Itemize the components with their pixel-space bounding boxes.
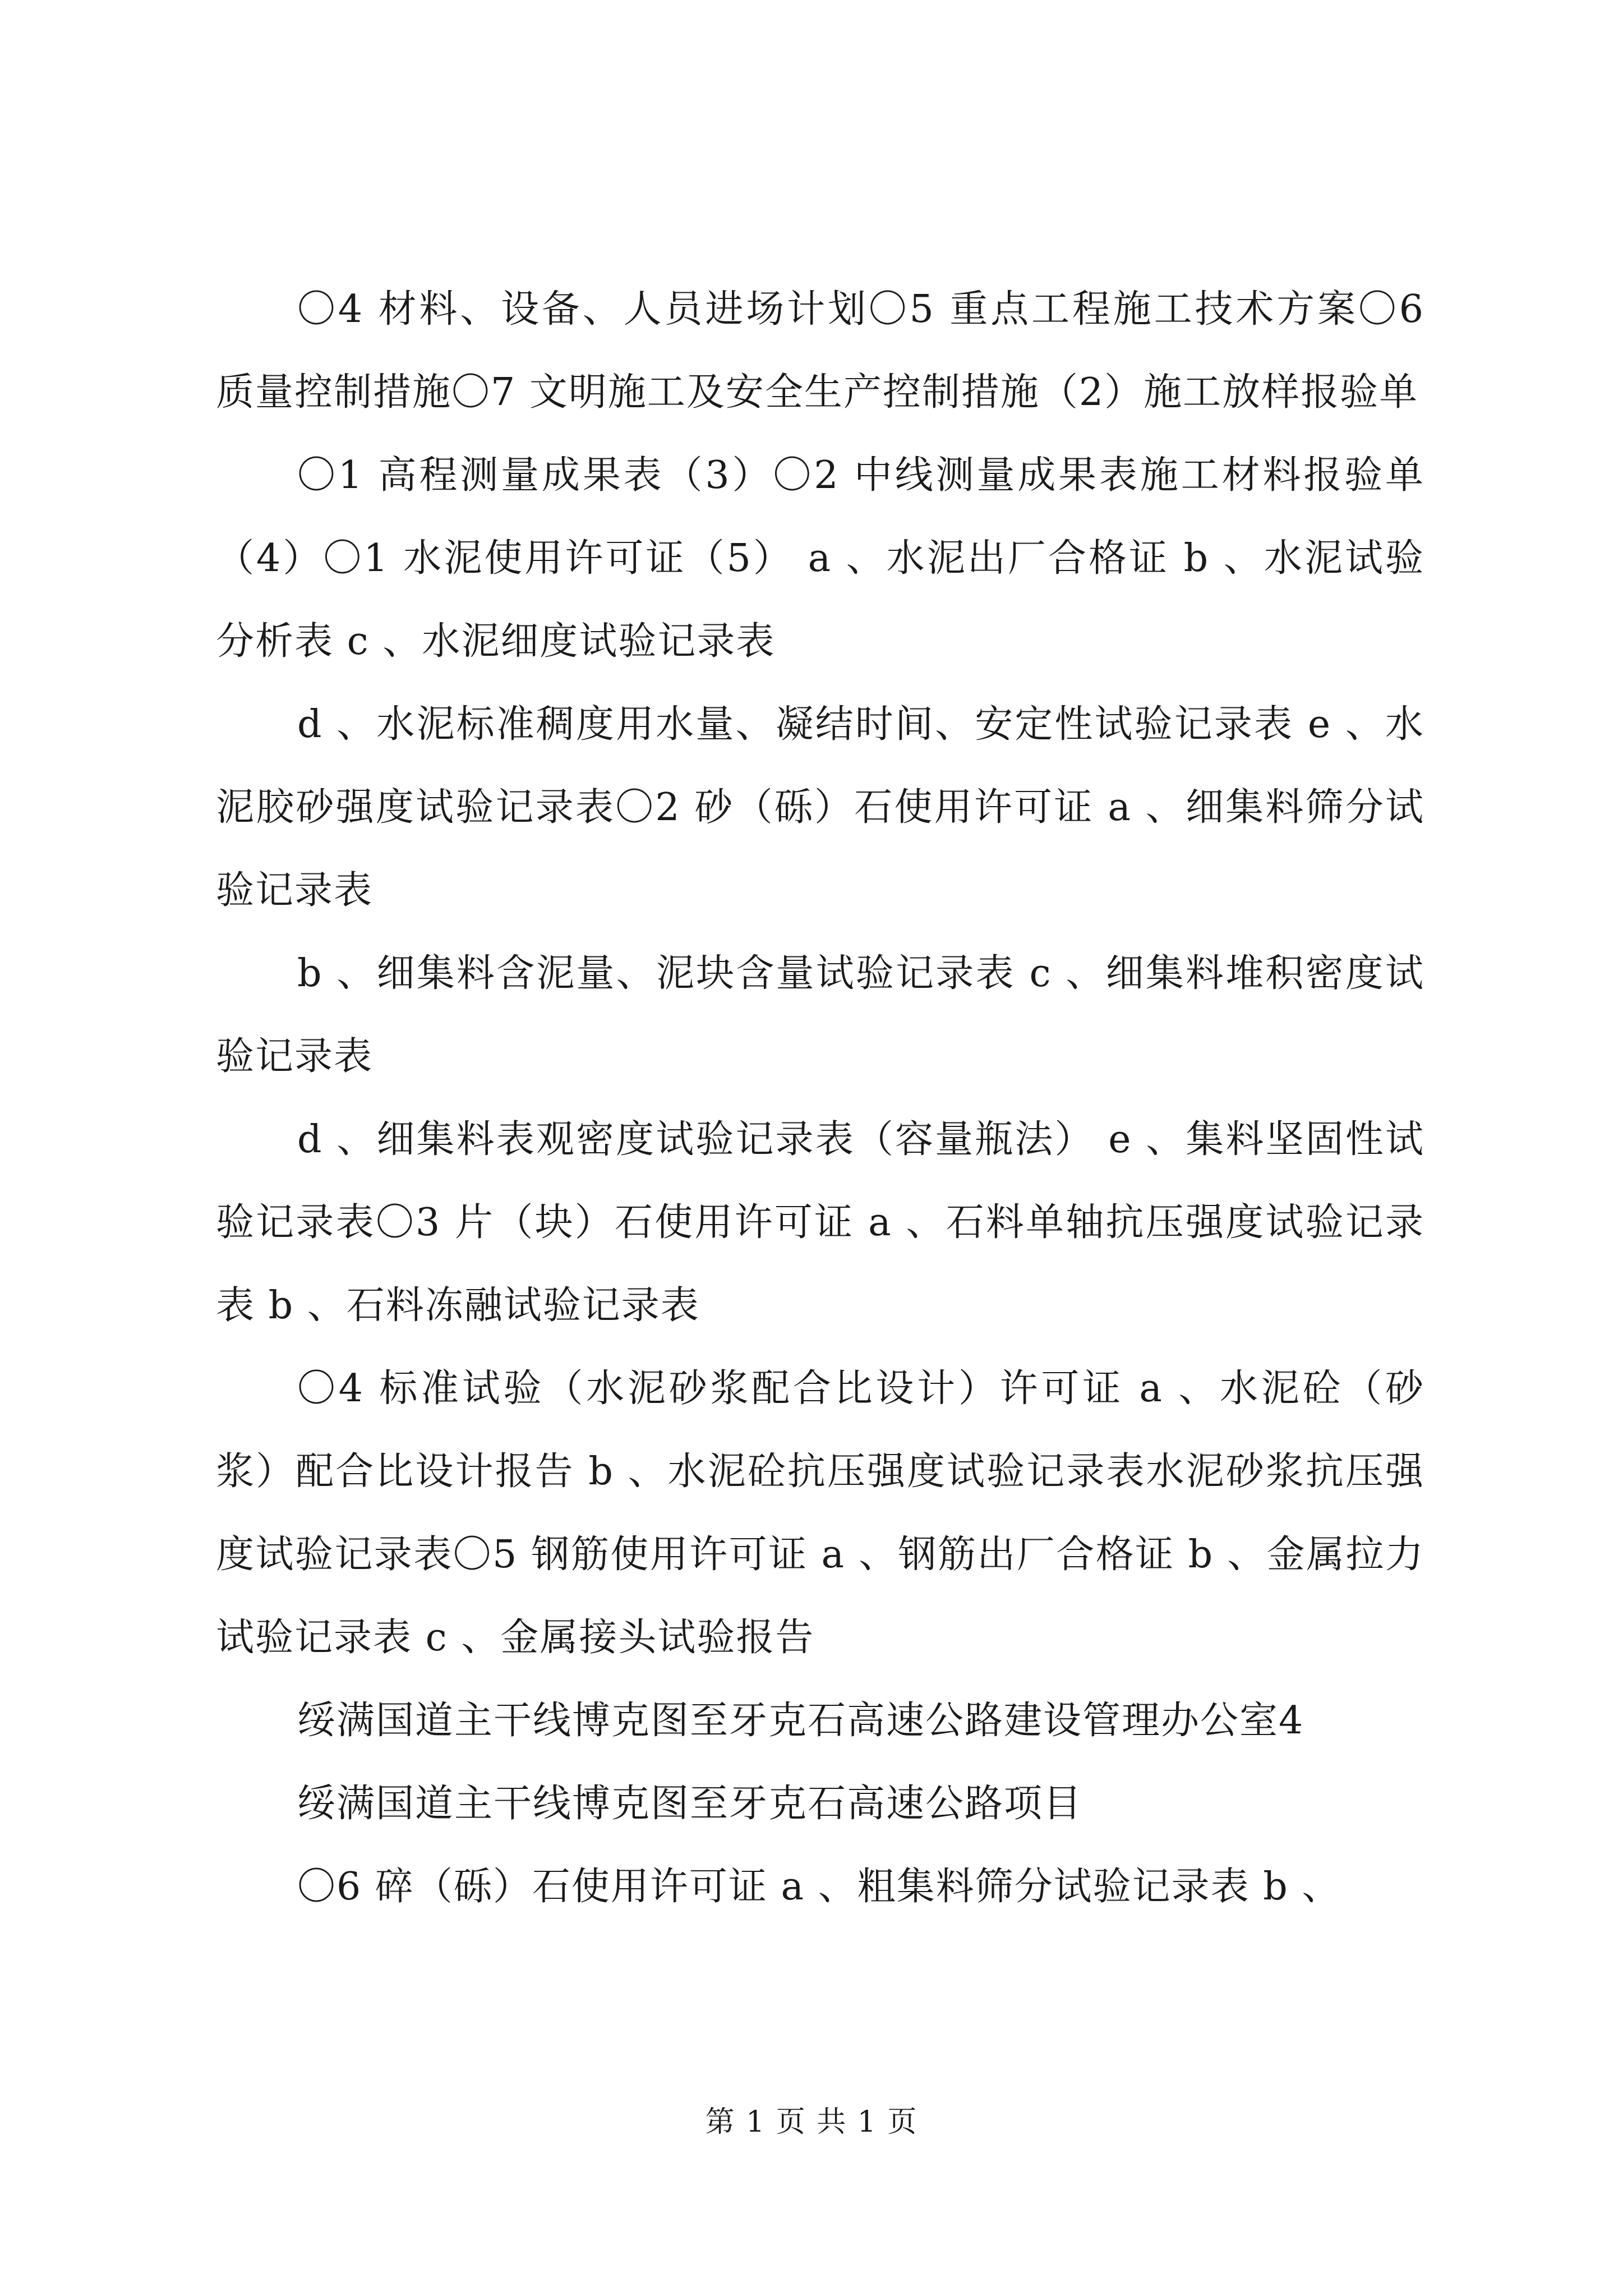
paragraph-1: 〇4 材料、设备、人员进场计划〇5 重点工程施工技术方案〇6 质量控制措施〇7 文明施工及安全生产控制措施（2）施工放样报验单 (216, 287, 1424, 415)
paragraph-7: 〇6 碎（砾）石使用许可证 a 、粗集料筛分试验记录表 b 、 (297, 1865, 1341, 1909)
paragraph-4: b 、细集料含泥量、泥块含量试验记录表 c 、细集料堆积密度试验记录表 (216, 951, 1424, 1079)
page-number-footer: 第 1 页 共 1 页 (705, 2105, 918, 2139)
paragraph-5: d 、细集料表观密度试验记录表（容量瓶法） e 、集料坚固性试验记录表〇3 片（块）石使用许可证 a 、石料单轴抗压强度试验记录表 b 、石料冻融试验记录表 (216, 1117, 1424, 1328)
paragraph-2: 〇1 高程测量成果表（3）〇2 中线测量成果表施工材料报验单（4）〇1 水泥使用许可证（5） a 、水泥出厂合格证 b 、水泥试验分析表 c 、水泥细度试验记录表 (216, 453, 1424, 664)
header-office-line: 绥满国道主干线博克图至牙克石高速公路建设管理办公室4 (297, 1699, 1304, 1743)
header-project-line: 绥满国道主干线博克图至牙克石高速公路项目 (297, 1782, 1083, 1826)
document-body (216, 268, 1424, 1929)
paragraph-6: 〇4 标准试验（水泥砂浆配合比设计）许可证 a 、水泥砼（砂浆）配合比设计报告 b 、水泥砼抗压强度试验记录表水泥砂浆抗压强度试验记录表〇5 钢筋使用许可证 a 、钢筋出厂合格证 b 、金属拉力试验记录表 c 、金属接头试验报告 (216, 1366, 1424, 1660)
paragraph-3: d 、水泥标准稠度用水量、凝结时间、安定性试验记录表 e 、水泥胶砂强度试验记录表〇2 砂（砾）石使用许可证 a 、细集料筛分试验记录表 (216, 702, 1424, 913)
